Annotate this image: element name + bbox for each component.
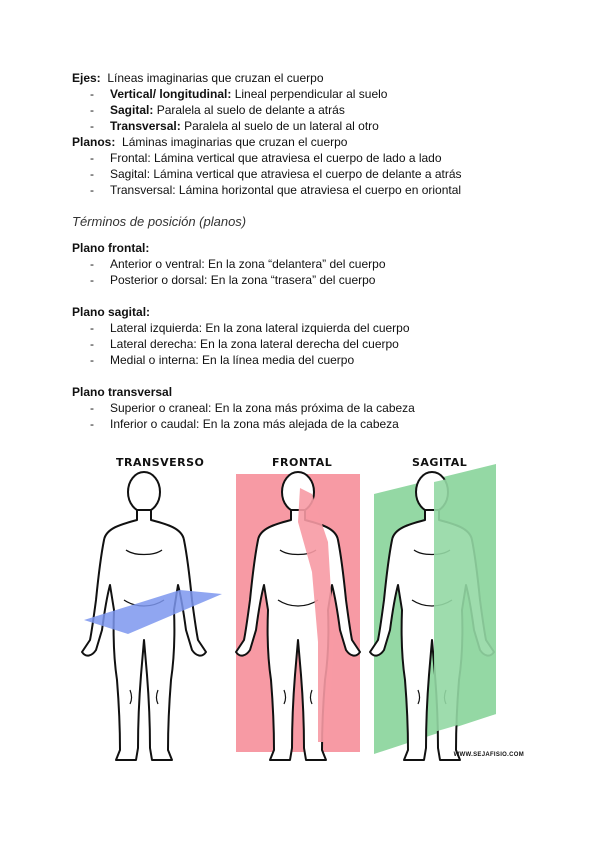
label-transverso: TRANSVERSO: [116, 456, 205, 469]
ejes-item: - Sagital: Paralela al suelo de delante a atrás: [90, 103, 345, 117]
ejes-heading: [72, 70, 552, 86]
planos-title: Planos:: [72, 135, 116, 149]
ejes-title: Ejes:: [72, 71, 101, 85]
plano-transversal-title: Plano transversal: [72, 385, 173, 399]
image-credit: WWW.SEJAFISIO.COM: [453, 752, 524, 758]
document-body: [72, 70, 552, 432]
plano-frontal-item: - Anterior o ventral: En la zona “delantera” del cuerpo: [90, 257, 386, 271]
plano-transversal-item: - Superior o craneal: En la zona más próxima de la cabeza: [90, 401, 415, 415]
anatomical-planes-figure: [72, 452, 528, 762]
sagital-plane-cut: [434, 468, 496, 732]
label-sagital: SAGITAL: [412, 456, 468, 469]
plano-frontal-title: Plano frontal:: [72, 241, 150, 255]
plano-sagital-item: - Lateral derecha: En la zona lateral derecha del cuerpo: [90, 337, 399, 351]
plano-frontal-item: - Posterior o dorsal: En la zona “trasera” del cuerpo: [90, 273, 376, 287]
planos-desc: Láminas imaginarias que cruzan el cuerpo: [122, 135, 348, 149]
plano-sagital-item: - Lateral izquierda: En la zona lateral izquierda del cuerpo: [90, 321, 410, 335]
planos-item: - Transversal: Lámina horizontal que atraviesa el cuerpo en oriontal: [90, 183, 462, 197]
section-title: Términos de posición (planos): [72, 214, 247, 229]
ejes-item: - Vertical/ longitudinal: Lineal perpendicular al suelo: [90, 87, 388, 101]
planos-heading: [72, 134, 552, 150]
label-frontal: FRONTAL: [272, 456, 333, 469]
plano-sagital-item: - Medial o interna: En la línea media del cuerpo: [90, 353, 355, 367]
planos-item: - Sagital: Lámina vertical que atraviesa el cuerpo de delante a atrás: [90, 167, 462, 181]
plano-transversal-item: - Inferior o caudal: En la zona más alejada de la cabeza: [90, 417, 399, 431]
ejes-item: - Transversal: Paralela al suelo de un lateral al otro: [90, 119, 379, 133]
plano-sagital-title: Plano sagital:: [72, 305, 151, 319]
planes-illustration: [72, 452, 528, 762]
planos-item: - Frontal: Lámina vertical que atraviesa el cuerpo de lado a lado: [90, 151, 442, 165]
ejes-desc: Líneas imaginarias que cruzan el cuerpo: [107, 71, 324, 85]
